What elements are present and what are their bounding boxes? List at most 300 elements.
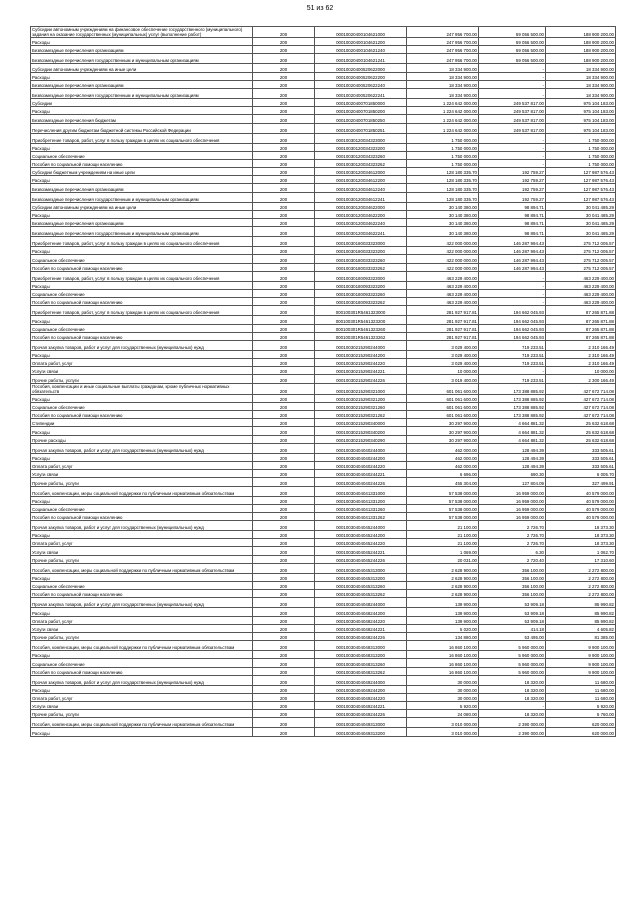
approved-amount: 601 061 600.00 [407, 383, 479, 394]
row-code: 200 [253, 667, 315, 675]
table-row [31, 324, 616, 332]
row-name: Безвозмездные перечисления бюджетам [31, 115, 253, 123]
row-name: Расходы [31, 453, 253, 461]
unexecuted-amount: 2 300 166.49 [546, 375, 616, 383]
table-row [31, 271, 616, 281]
approved-amount: 281 927 917.81 [407, 316, 479, 324]
row-name: Безвозмездные перечисления организациям [31, 80, 253, 88]
unexecuted-amount: 327 499.91 [546, 478, 616, 486]
unexecuted-amount: 127 987 576.43 [546, 192, 616, 202]
row-code: 200 [253, 107, 315, 115]
approved-amount: 601 061 600.00 [407, 411, 479, 419]
row-code: 200 [253, 375, 315, 383]
budget-code: 00010030215290340000 [315, 419, 407, 427]
executed-amount: 194 662 045.93 [479, 332, 546, 340]
table-row [31, 402, 616, 410]
row-name: Пособия по социальной помощи населению [31, 512, 253, 520]
row-name: Прочие работы, услуги [31, 555, 253, 563]
table-row [31, 298, 616, 306]
row-code: 200 [253, 453, 315, 461]
unexecuted-amount: 18 334 900.00 [546, 88, 616, 98]
unexecuted-amount: 427 672 714.08 [546, 402, 616, 410]
unexecuted-amount: 9 900 100.00 [546, 641, 616, 651]
unexecuted-amount: 427 672 714.08 [546, 383, 616, 394]
unexecuted-amount: 18 373.30 [546, 521, 616, 531]
approved-amount: 18 334 900.00 [407, 72, 479, 80]
table-row [31, 419, 616, 427]
executed-amount: 59 056 500.00 [479, 54, 546, 64]
row-code: 200 [253, 659, 315, 667]
unexecuted-amount: 11 680.00 [546, 685, 616, 693]
approved-amount: 1 750 000.00 [407, 133, 479, 143]
unexecuted-amount: 2 310 166.49 [546, 359, 616, 367]
budget-code: 00010030180093323262 [315, 298, 407, 306]
executed-amount: 173 388 885.92 [479, 394, 546, 402]
approved-amount: 30 297 900.00 [407, 419, 479, 427]
executed-amount: 2 390 000.00 [479, 728, 546, 736]
row-name: Приобретение товаров, работ, услуг в пользу граждан в целях их социального обеспечения [31, 133, 253, 143]
unexecuted-amount: 275 712 005.57 [546, 247, 616, 255]
row-name: Прочие работы, услуги [31, 632, 253, 640]
budget-code: 00010020400701850251 [315, 123, 407, 133]
executed-amount: 719 233.51 [479, 350, 546, 358]
approved-amount: 422 000 000.00 [407, 247, 479, 255]
budget-code: 000100301R5461323200 [315, 316, 407, 324]
executed-amount: 719 233.51 [479, 375, 546, 383]
row-name: Оплата работ, услуг [31, 616, 253, 624]
approved-amount: 463 229 400.00 [407, 298, 479, 306]
unexecuted-amount: 40 579 000.00 [546, 512, 616, 520]
table-row [31, 624, 616, 632]
executed-amount: 127 804.09 [479, 478, 546, 486]
unexecuted-amount: 18 334 900.00 [546, 64, 616, 72]
unexecuted-amount: 40 579 000.00 [546, 486, 616, 496]
executed-amount: - [479, 159, 546, 167]
row-name: Расходы [31, 107, 253, 115]
table-row [31, 80, 616, 88]
row-code: 200 [253, 80, 315, 88]
table-row [31, 263, 616, 271]
row-code: 200 [253, 316, 315, 324]
budget-code: 00010030120034612241 [315, 192, 407, 202]
budget-code: 00010030215290321262 [315, 411, 407, 419]
executed-amount: 173 388 885.92 [479, 402, 546, 410]
budget-code: 00010020400104621200 [315, 38, 407, 46]
unexecuted-amount: 463 229 400.00 [546, 298, 616, 306]
approved-amount: 57 538 000.00 [407, 496, 479, 504]
table-row [31, 667, 616, 675]
row-name: Перечисления другим бюджетам бюджетной системы Российской Федерации [31, 123, 253, 133]
budget-code: 00010030404041331200 [315, 496, 407, 504]
budget-code: 00010020400701850200 [315, 107, 407, 115]
executed-amount: 5 960 000.00 [479, 659, 546, 667]
executed-amount: 98 894.71 [479, 227, 546, 237]
unexecuted-amount: 2 272 800.00 [546, 590, 616, 598]
row-name: Расходы [31, 247, 253, 255]
budget-code: 00010020400520622200 [315, 72, 407, 80]
executed-amount: 719 233.51 [479, 340, 546, 350]
unexecuted-amount: 188 900 200.00 [546, 27, 616, 38]
budget-code: 00010030120034612000 [315, 168, 407, 176]
table-row [31, 478, 616, 486]
approved-amount: 16 860 100.00 [407, 667, 479, 675]
budget-code: 00010030404045313200 [315, 573, 407, 581]
row-name: Оплата работ, услуг [31, 359, 253, 367]
unexecuted-amount: 9 900 100.00 [546, 651, 616, 659]
approved-amount: 134 880.00 [407, 632, 479, 640]
approved-amount: 2 628 900.00 [407, 582, 479, 590]
table-row [31, 383, 616, 394]
approved-amount: 601 061 600.00 [407, 402, 479, 410]
executed-amount: 18 320.00 [479, 710, 546, 718]
table-row [31, 255, 616, 263]
row-code: 200 [253, 46, 315, 54]
unexecuted-amount: 620 000.00 [546, 718, 616, 728]
budget-code: 00010030404041331262 [315, 512, 407, 520]
budget-code: 00010030215290244200 [315, 350, 407, 358]
executed-amount: 59 056 500.00 [479, 38, 546, 46]
budget-code: 00010030404048313262 [315, 667, 407, 675]
row-name: Пособия, компенсации, меры социальной поддержки по публичным нормативным обязательствам [31, 641, 253, 651]
row-name: Социальное обеспечение [31, 289, 253, 297]
budget-code: 00010030404048313260 [315, 659, 407, 667]
executed-amount: 2 390 000.00 [479, 718, 546, 728]
unexecuted-amount: 5 920.00 [546, 702, 616, 710]
row-code: 200 [253, 427, 315, 435]
row-code: 200 [253, 496, 315, 504]
budget-code: 00010030404045313000 [315, 563, 407, 573]
budget-code: 00010030404049313200 [315, 728, 407, 736]
executed-amount: 59 056 500.00 [479, 46, 546, 54]
executed-amount: - [479, 298, 546, 306]
executed-amount: 53 495.00 [479, 632, 546, 640]
row-name: Оплата работ, услуг [31, 539, 253, 547]
table-row [31, 27, 616, 38]
approved-amount: 30 140 380.00 [407, 219, 479, 227]
row-code: 200 [253, 289, 315, 297]
approved-amount: 30 140 380.00 [407, 202, 479, 210]
row-name: Расходы [31, 728, 253, 736]
budget-code: 00010020400520622000 [315, 64, 407, 72]
row-code: 200 [253, 192, 315, 202]
table-row [31, 470, 616, 478]
approved-amount: 1 224 642 000.00 [407, 123, 479, 133]
executed-amount: 5 960 000.00 [479, 641, 546, 651]
table-row [31, 133, 616, 143]
row-name: Оплата работ, услуг [31, 693, 253, 701]
approved-amount: 247 956 700.00 [407, 38, 479, 46]
executed-amount: - [479, 133, 546, 143]
budget-code: 00010030404048313000 [315, 641, 407, 651]
approved-amount: 601 061 600.00 [407, 394, 479, 402]
budget-code: 00010030404040244000 [315, 443, 407, 453]
row-name: Прочие расходы [31, 435, 253, 443]
budget-code: 00010030180093323000 [315, 271, 407, 281]
row-name: Безвозмездные перечисления организациям [31, 219, 253, 227]
row-name: Расходы [31, 427, 253, 435]
row-code: 200 [253, 394, 315, 402]
approved-amount: 30 297 900.00 [407, 427, 479, 435]
unexecuted-amount: 975 104 183.00 [546, 107, 616, 115]
approved-amount: 16 860 100.00 [407, 659, 479, 667]
unexecuted-amount: 10 000.00 [546, 367, 616, 375]
row-code: 200 [253, 675, 315, 685]
row-code: 200 [253, 624, 315, 632]
budget-code: 00010030404049313000 [315, 718, 407, 728]
budget-code: 00010030215290321260 [315, 402, 407, 410]
budget-code: 00010030404048244221 [315, 624, 407, 632]
budget-code: 00010030180033323000 [315, 237, 407, 247]
approved-amount: 21 100.00 [407, 521, 479, 531]
executed-amount: 128 494.39 [479, 461, 546, 469]
row-code: 200 [253, 340, 315, 350]
row-code: 200 [253, 608, 315, 616]
row-code: 200 [253, 590, 315, 598]
approved-amount: 139 900.00 [407, 598, 479, 608]
row-name: Пособия по социальной помощи населению [31, 411, 253, 419]
table-row [31, 340, 616, 350]
approved-amount: 57 538 000.00 [407, 504, 479, 512]
row-name: Расходы [31, 143, 253, 151]
row-code: 200 [253, 702, 315, 710]
executed-amount: 98 894.71 [479, 202, 546, 210]
unexecuted-amount: 25 632 618.68 [546, 427, 616, 435]
table-row [31, 675, 616, 685]
unexecuted-amount: 5 760.00 [546, 710, 616, 718]
unexecuted-amount: 463 229 400.00 [546, 281, 616, 289]
unexecuted-amount: 9 900 100.00 [546, 667, 616, 675]
row-name: Пособия, компенсации, меры социальной поддержки по публичным нормативным обязательствам [31, 718, 253, 728]
unexecuted-amount: 2 272 800.00 [546, 563, 616, 573]
budget-code: 00010030404041331000 [315, 486, 407, 496]
executed-amount: 16 959 000.00 [479, 496, 546, 504]
row-name: Расходы [31, 651, 253, 659]
unexecuted-amount: 127 987 576.43 [546, 176, 616, 184]
table-row [31, 247, 616, 255]
table-row [31, 98, 616, 106]
row-code: 200 [253, 64, 315, 72]
approved-amount: 1 750 000.00 [407, 151, 479, 159]
row-code: 200 [253, 563, 315, 573]
row-name: Оплата работ, услуг [31, 461, 253, 469]
table-row [31, 176, 616, 184]
executed-amount: 6.30 [479, 547, 546, 555]
row-name: Безвозмездные перечисления государственным и муниципальным организациям [31, 54, 253, 64]
approved-amount: 3 029 400.00 [407, 359, 479, 367]
unexecuted-amount: 30 041 485.29 [546, 210, 616, 218]
approved-amount: 57 538 000.00 [407, 512, 479, 520]
row-name: Услуги связи [31, 702, 253, 710]
row-name: Субсидии автономным учреждениям на финансовое обеспечение государственного (муниципального) задания на оказание государственных (муниципальных) услуг (выполнение работ) [31, 27, 253, 38]
row-code: 200 [253, 72, 315, 80]
approved-amount: 5 920.00 [407, 702, 479, 710]
budget-code: 00010030404049244000 [315, 675, 407, 685]
row-code: 200 [253, 123, 315, 133]
executed-amount: - [479, 367, 546, 375]
executed-amount: 719 233.51 [479, 359, 546, 367]
approved-amount: 463 229 400.00 [407, 289, 479, 297]
table-row [31, 227, 616, 237]
row-name: Стипендии [31, 419, 253, 427]
row-code: 200 [253, 27, 315, 38]
row-name: Социальное обеспечение [31, 504, 253, 512]
table-row [31, 608, 616, 616]
row-code: 200 [253, 324, 315, 332]
row-name: Субсидии бюджетным учреждениям на иные цели [31, 168, 253, 176]
budget-code: 00010030215290340200 [315, 427, 407, 435]
row-name: Расходы [31, 573, 253, 581]
row-code: 200 [253, 486, 315, 496]
budget-code: 00010020400520622240 [315, 80, 407, 88]
table-row [31, 659, 616, 667]
row-name: Расходы [31, 350, 253, 358]
row-name: Прочая закупка товаров, работ и услуг для государственных (муниципальных) нужд [31, 521, 253, 531]
row-code: 200 [253, 531, 315, 539]
budget-code: 00010030404045244220 [315, 539, 407, 547]
row-name: Безвозмездные перечисления государственным и муниципальным организациям [31, 88, 253, 98]
approved-amount: 422 000 000.00 [407, 263, 479, 271]
executed-amount: 173 388 885.92 [479, 383, 546, 394]
row-name: Безвозмездные перечисления государственным и муниципальным организациям [31, 227, 253, 237]
table-row [31, 521, 616, 531]
budget-code: 00010030215290244221 [315, 367, 407, 375]
executed-amount: 192 759.27 [479, 168, 546, 176]
executed-amount: 146 287 994.43 [479, 263, 546, 271]
budget-code: 00010030404048313200 [315, 651, 407, 659]
budget-code: 00010030404040244226 [315, 478, 407, 486]
row-code: 200 [253, 728, 315, 736]
approved-amount: 24 080.00 [407, 710, 479, 718]
table-row [31, 531, 616, 539]
unexecuted-amount: 275 712 005.57 [546, 237, 616, 247]
budget-code: 00010030120034323200 [315, 143, 407, 151]
approved-amount: 6 696.00 [407, 470, 479, 478]
table-row [31, 555, 616, 563]
budget-code: 00010030215290244220 [315, 359, 407, 367]
table-row [31, 702, 616, 710]
unexecuted-amount: 620 000.00 [546, 728, 616, 736]
unexecuted-amount: 87 265 871.88 [546, 306, 616, 316]
row-code: 200 [253, 651, 315, 659]
approved-amount: 281 927 917.81 [407, 332, 479, 340]
row-name: Социальное обеспечение [31, 659, 253, 667]
row-code: 200 [253, 98, 315, 106]
approved-amount: 21 100.00 [407, 531, 479, 539]
row-code: 200 [253, 470, 315, 478]
budget-code: 00010020400701850250 [315, 115, 407, 123]
unexecuted-amount: 2 272 800.00 [546, 573, 616, 581]
executed-amount: 59 056 500.00 [479, 27, 546, 38]
row-code: 200 [253, 555, 315, 563]
table-row [31, 281, 616, 289]
executed-amount: 414.18 [479, 624, 546, 632]
executed-amount: 18 320.00 [479, 693, 546, 701]
row-name: Пособия, компенсации, меры социальной поддержки по публичным нормативным обязательствам [31, 486, 253, 496]
unexecuted-amount: 25 632 618.68 [546, 435, 616, 443]
executed-amount: 356 100.00 [479, 582, 546, 590]
row-code: 200 [253, 521, 315, 531]
executed-amount: 53 909.18 [479, 598, 546, 608]
table-row [31, 159, 616, 167]
executed-amount: 98 894.71 [479, 210, 546, 218]
approved-amount: 247 956 700.00 [407, 27, 479, 38]
unexecuted-amount: 6 005.70 [546, 470, 616, 478]
budget-code: 00010020400701850000 [315, 98, 407, 106]
row-code: 200 [253, 598, 315, 608]
executed-amount: - [479, 702, 546, 710]
table-row [31, 641, 616, 651]
table-row [31, 693, 616, 701]
budget-code: 00010030120034323262 [315, 159, 407, 167]
unexecuted-amount: 25 632 618.68 [546, 419, 616, 427]
budget-code: 00010030404045313262 [315, 590, 407, 598]
row-code: 200 [253, 402, 315, 410]
table-row [31, 115, 616, 123]
row-code: 200 [253, 298, 315, 306]
table-row [31, 539, 616, 547]
table-row [31, 563, 616, 573]
row-name: Социальное обеспечение [31, 151, 253, 159]
row-code: 200 [253, 478, 315, 486]
table-row [31, 394, 616, 402]
executed-amount: 173 388 885.92 [479, 411, 546, 419]
table-row [31, 632, 616, 640]
budget-code: 00010030404045244200 [315, 531, 407, 539]
executed-amount: 356 100.00 [479, 563, 546, 573]
approved-amount: 1 224 642 000.00 [407, 107, 479, 115]
row-name: Безвозмездные перечисления организациям [31, 46, 253, 54]
executed-amount: 194 662 045.93 [479, 316, 546, 324]
executed-amount: 98 894.71 [479, 219, 546, 227]
row-code: 200 [253, 202, 315, 210]
executed-amount: 2 726.70 [479, 539, 546, 547]
approved-amount: 18 334 900.00 [407, 64, 479, 72]
budget-code: 00010030404045244226 [315, 555, 407, 563]
approved-amount: 128 180 335.70 [407, 168, 479, 176]
unexecuted-amount: 1 750 000.00 [546, 133, 616, 143]
unexecuted-amount: 30 041 485.29 [546, 202, 616, 210]
row-name: Пособия по социальной помощи населению [31, 590, 253, 598]
budget-code: 00010030404040244220 [315, 461, 407, 469]
executed-amount: 192 759.27 [479, 176, 546, 184]
row-name: Расходы [31, 210, 253, 218]
unexecuted-amount: 87 265 871.88 [546, 324, 616, 332]
approved-amount: 281 927 917.81 [407, 306, 479, 316]
approved-amount: 30 140 380.00 [407, 227, 479, 237]
row-code: 200 [253, 461, 315, 469]
table-row [31, 184, 616, 192]
approved-amount: 2 628 900.00 [407, 563, 479, 573]
executed-amount: - [479, 64, 546, 72]
executed-amount: 5 960 000.00 [479, 651, 546, 659]
row-code: 200 [253, 168, 315, 176]
executed-amount: - [479, 80, 546, 88]
table-row [31, 332, 616, 340]
row-code: 200 [253, 247, 315, 255]
table-row [31, 411, 616, 419]
budget-code: 00010030404049244221 [315, 702, 407, 710]
executed-amount: 356 100.00 [479, 573, 546, 581]
table-row [31, 219, 616, 227]
budget-code: 00010030180033323200 [315, 247, 407, 255]
unexecuted-amount: 18 334 900.00 [546, 80, 616, 88]
unexecuted-amount: 30 041 485.29 [546, 219, 616, 227]
unexecuted-amount: 85 990.82 [546, 616, 616, 624]
unexecuted-amount: 127 987 576.43 [546, 168, 616, 176]
approved-amount: 21 100.00 [407, 539, 479, 547]
unexecuted-amount: 18 334 900.00 [546, 72, 616, 80]
table-row [31, 38, 616, 46]
